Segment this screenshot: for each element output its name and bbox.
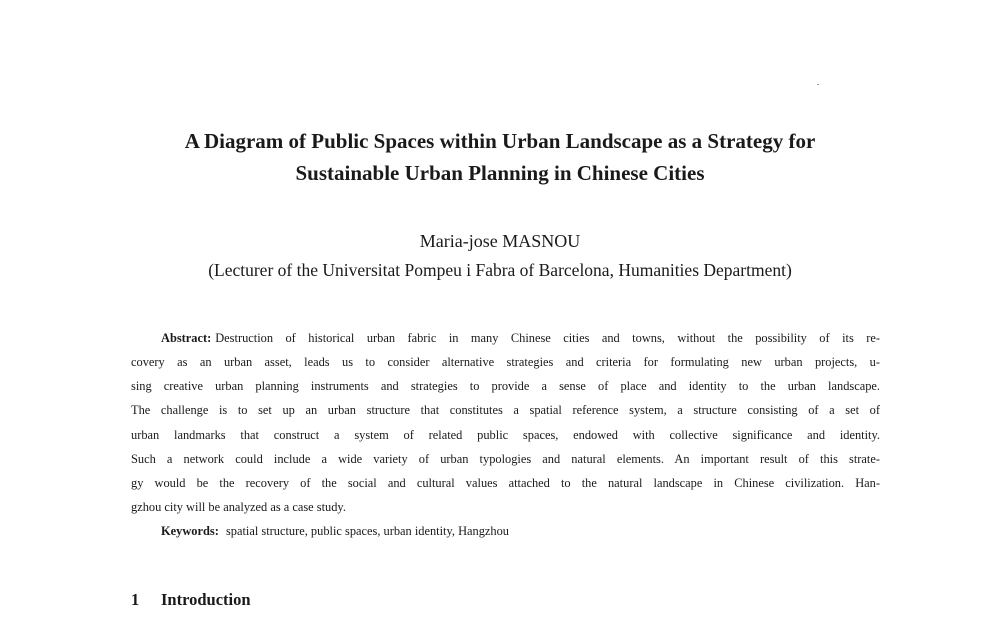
section-title: Introduction — [161, 590, 251, 609]
abstract-line: sing creative urban planning instruments and strategies to provide a sense of place and identity to the urban landscape. — [131, 379, 880, 393]
paper-title-line-1: A Diagram of Public Spaces within Urban Landscape as a Strategy for — [184, 129, 816, 153]
abstract-line: Such a network could include a wide variety of urban typologies and natural elements. An important result of this strate- — [131, 452, 880, 466]
section-heading — [131, 590, 251, 610]
scan-speck — [817, 84, 819, 85]
abstract-line: urban landmarks that construct a system of related public spaces, endowed with collective significance and identity. — [131, 428, 880, 442]
keywords-text: spatial structure, public spaces, urban identity, Hangzhou — [225, 524, 510, 538]
abstract-label: Abstract: — [161, 331, 212, 345]
abstract-line: covery as an urban asset, leads us to consider alternative strategies and criteria for formulating new urban projects, u- — [131, 355, 880, 369]
abstract-line: The challenge is to set up an urban structure that constitutes a spatial reference system, a structure consisting of a set of — [131, 403, 880, 417]
keywords-line — [161, 523, 509, 539]
author-name: Maria-jose MASNOU — [419, 231, 581, 251]
abstract-line: gy would be the recovery of the social and cultural values attached to the natural landscape in Chinese civilization. Han- — [131, 476, 880, 490]
paper-title-line-2: Sustainable Urban Planning in Chinese Cities — [295, 161, 705, 185]
section-number: 1 — [131, 590, 140, 609]
author-affiliation: (Lecturer of the Universitat Pompeu i Fabra of Barcelona, Humanities Department) — [208, 260, 792, 280]
keywords-label: Keywords: — [161, 524, 219, 538]
abstract-line: gzhou city will be analyzed as a case study. — [131, 500, 346, 514]
abstract-line: Abstract: Destruction of historical urban fabric in many Chinese cities and towns, without the possibility of its re- — [161, 331, 880, 345]
